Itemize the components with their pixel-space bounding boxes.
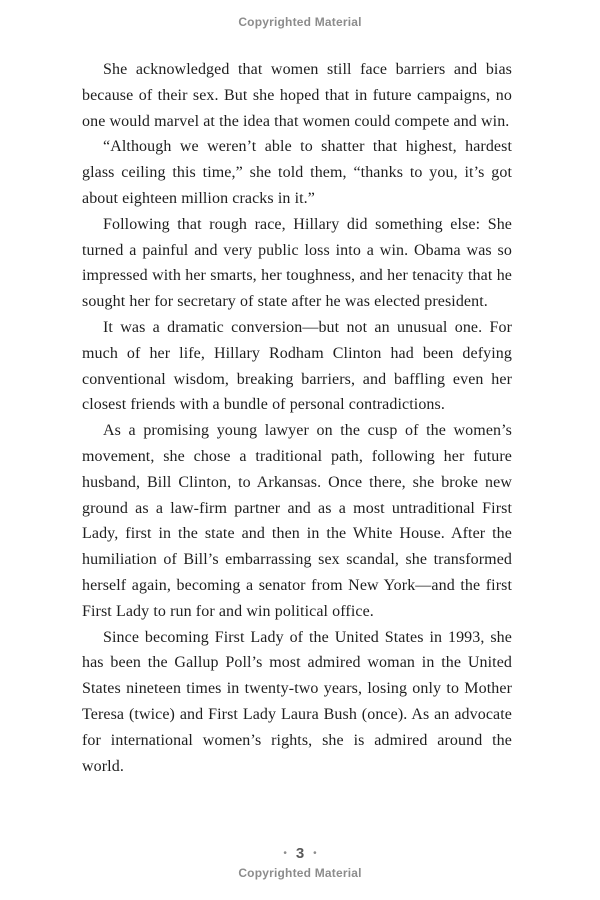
page-number-row	[0, 845, 600, 863]
paragraph: “Although we weren’t able to shatter that highest, hardest glass ceiling this time,” she told them, “thanks to you, it’s got about eighteen million cracks in it.”	[82, 138, 512, 207]
paragraph: Since becoming First Lady of the United States in 1993, she has been the Gallup Poll’s most admired woman in the United States nineteen times in twenty-two years, losing only to Mother Teresa (twice) and First Lady Laura Bush (once). As an advocate for international women’s rights, she is admired around the world.	[82, 628, 512, 775]
paragraph: As a promising young lawyer on the cusp of the women’s movement, she chose a traditional path, following her future husband, Bill Clinton, to Arkansas. Once there, she broke new ground as a law-firm partner and as a most untraditional First Lady, first in the state and then in the White House. After the humiliation of Bill’s embarrassing sex scandal, she transformed herself again, becoming a senator from New York—and the first First Lady to run for and win political office.	[82, 422, 512, 620]
copyright-watermark-bottom: Copyrighted Material	[238, 866, 362, 880]
page-number: 3	[295, 845, 305, 862]
paragraph: It was a dramatic conversion—but not an unusual one. For much of her life, Hillary Rodham Clinton had been defying conventional wisdom, breaking barriers, and baffling even her closest friends with a bundle of personal contradictions.	[82, 318, 512, 414]
page-body	[82, 57, 512, 779]
copyright-watermark-top: Copyrighted Material	[238, 15, 362, 29]
paragraph: Following that rough race, Hillary did something else: She turned a painful and very public loss into a win. Obama was so impressed with her smarts, her toughness, and her tenacity that he sought her for secretary of state after he was elected president.	[82, 215, 512, 311]
paragraph: She acknowledged that women still face barriers and bias because of their sex. But she hoped that in future campaigns, no one would marvel at the idea that women could compete and win.	[82, 61, 512, 130]
page-number-bullet-left: •	[283, 848, 287, 859]
page-number-bullet-right: •	[313, 848, 317, 859]
